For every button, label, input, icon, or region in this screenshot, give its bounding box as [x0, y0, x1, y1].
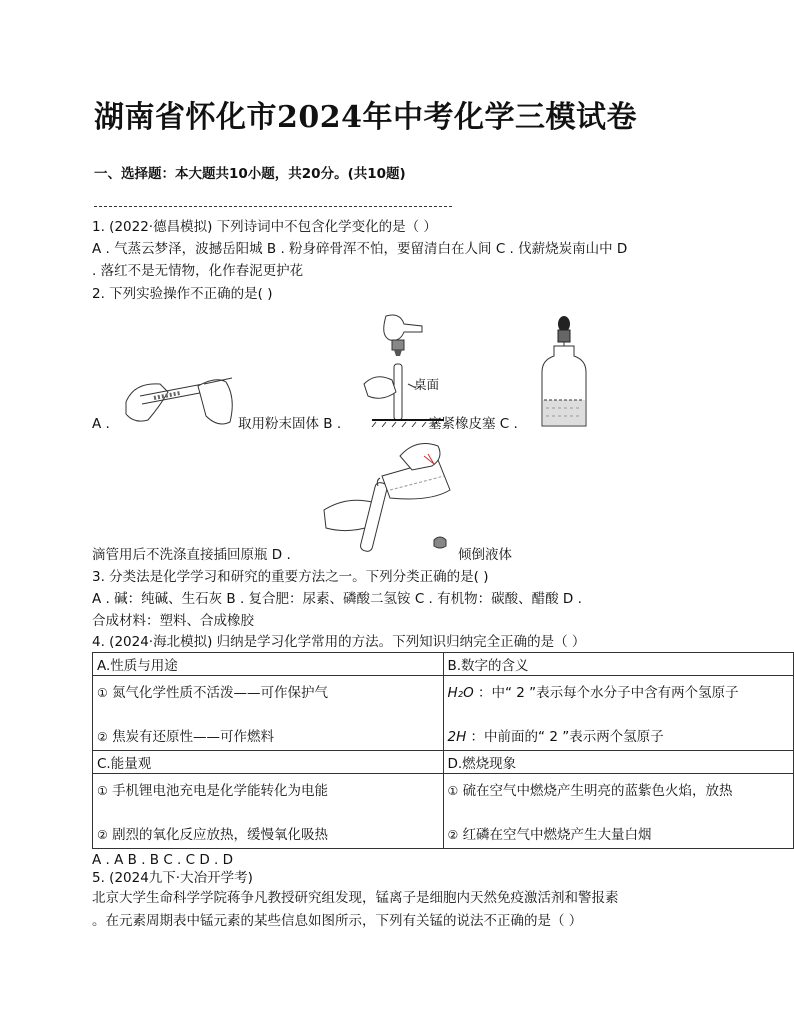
q4-a1: 氮气化学性质不活泼——可作保护气: [112, 685, 329, 701]
q4-cell-a-head: A.性质与用途: [93, 653, 444, 676]
figure-stopper-test-tube: [356, 312, 446, 428]
q1-options-line2: . 落红不是无情物，化作春泥更护花: [92, 263, 304, 279]
q4-cell-d-head: D.燃烧现象: [443, 751, 794, 774]
figure-dropper-bottle: [540, 316, 590, 428]
q3-options-line1: A . 碱：纯碱、生石灰 B . 复合肥：尿素、磷酸二氢铵 C . 有机物：碳酸、醋酸 D .: [92, 591, 582, 607]
q4-cell-b-body: [443, 676, 794, 751]
q2-option-b-text: 塞紧橡皮塞 C .: [428, 416, 518, 432]
divider: [94, 206, 452, 207]
q4-b2: ：中前面的“ 2 ”表示两个氢原子: [470, 729, 664, 745]
q5-text-line2: 。在元素周期表中锰元素的某些信息如图所示，下列有关锰的说法不正确的是（ ）: [92, 913, 583, 929]
q4-cell-b-head: B.数字的含义: [443, 653, 794, 676]
q4-d1: 硫在空气中燃烧产生明亮的蓝紫色火焰，放热: [462, 783, 733, 799]
q4-cell-a-body: [93, 676, 444, 751]
q5-stem: 5. (2024九下·大冶开学考): [92, 870, 253, 886]
q2-option-c-text: 滴管用后不洗涤直接插回原瓶 D .: [92, 547, 291, 563]
q4-c2: 剧烈的氧化反应放热，缓慢氧化吸热: [112, 827, 329, 843]
q3-stem: 3. 分类法是化学学习和研究的重要方法之一。下列分类正确的是( ): [92, 569, 489, 585]
q4-table: [92, 652, 794, 849]
q1-stem: 1. (2022·德昌模拟) 下列诗词中不包含化学变化的是（ ）: [92, 219, 437, 235]
q1-options-line1: A . 气蒸云梦泽，波撼岳阳城 B . 粉身碎骨浑不怕，要留清白在人间 C . 伐薪烧炭南山中 D: [92, 241, 628, 257]
circle-marker: ①: [97, 784, 108, 798]
q4-stem: 4. (2024·海北模拟) 归纳是学习化学常用的方法。下列知识归纳完全正确的是（ ）: [92, 634, 586, 650]
q5-text-line1: 北京大学生命科学学院蒋争凡教授研究组发现，锰离子是细胞内天然免疫激活剂和警报素: [92, 890, 619, 906]
q2-desk-label: 桌面: [414, 377, 440, 392]
q2-option-a-text: 取用粉末固体 B .: [238, 416, 342, 432]
q4-b1: ：中“ 2 ”表示每个水分子中含有两个氢原子: [478, 685, 739, 701]
q4-cell-d-body: [443, 774, 794, 849]
q4-b2-formula: 2H: [447, 729, 467, 745]
q2-option-d-text: 倾倒液体: [458, 547, 512, 563]
circle-marker: ①: [447, 784, 459, 798]
q4-d2: 红磷在空气中燃烧产生大量白烟: [462, 827, 652, 843]
circle-marker: ②: [97, 828, 108, 842]
q4-c1: 手机锂电池充电是化学能转化为电能: [112, 783, 329, 799]
circle-marker: ②: [447, 828, 459, 842]
section-heading: 一、选择题：本大题共10小题，共20分。(共10题): [94, 166, 406, 182]
figure-pouring-liquid: [320, 436, 460, 558]
circle-marker: ②: [97, 730, 108, 744]
q3-options-line2: 合成材料：塑料、合成橡胶: [92, 613, 254, 629]
q4-b1-formula: H₂O: [447, 685, 474, 701]
q2-stem: 2. 下列实验操作不正确的是( ): [92, 286, 273, 302]
q2-option-a-prefix: A .: [92, 416, 110, 432]
q4-options: A . A B . B C . C D . D: [92, 852, 234, 868]
q4-a2: 焦炭有还原性——可作燃料: [112, 729, 275, 745]
figure-powder-test-tube: [120, 362, 240, 432]
q4-cell-c-head: C.能量观: [93, 751, 444, 774]
q4-cell-c-body: [93, 774, 444, 849]
page-title: 湖南省怀化市2024年中考化学三模试卷: [94, 100, 637, 135]
circle-marker: ①: [97, 686, 108, 700]
